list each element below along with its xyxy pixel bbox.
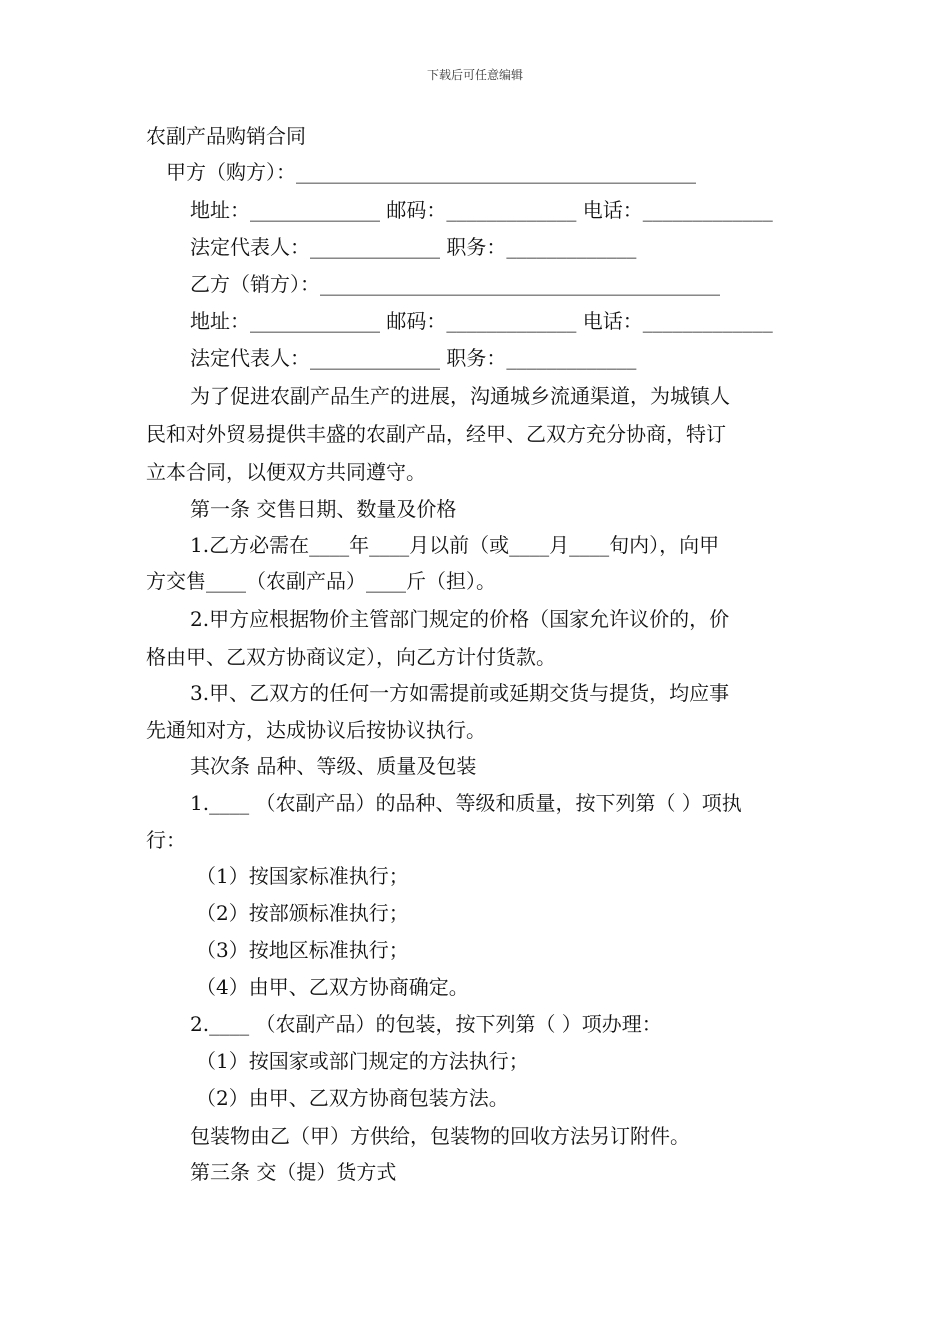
article-2-clause-2: 2.____ （农副产品）的包装，按下列第（ ）项办理： <box>190 1012 662 1036</box>
article-1-clause-3-line-2: 先通知对方，达成协议后按协议执行。 <box>146 718 486 742</box>
article-2-heading: 其次条 品种、等级、质量及包装 <box>190 754 477 778</box>
party-b-line: 乙方（销方）：________________________________________ <box>190 272 720 296</box>
article-2-option-1: （1）按国家标准执行； <box>196 864 409 888</box>
article-1-clause-2-line-2: 格由甲、乙双方协商议定），向乙方计付货款。 <box>146 645 556 669</box>
article-2-clause-1-line-2: 行： <box>146 828 186 852</box>
article-2-option-3: （3）按地区标准执行； <box>196 938 409 962</box>
article-1-clause-1-line-1: 1.乙方必需在____年____月以前（或____月____旬内），向甲 <box>190 533 720 557</box>
article-1-clause-2-line-1: 2.甲方应根据物价主管部门规定的价格（国家允许议价的，价 <box>190 607 730 631</box>
article-2-packing-note: 包装物由乙（甲）方供给，包装物的回收方法另订附件。 <box>190 1124 690 1148</box>
article-2-packing-option-1: （1）按国家或部门规定的方法执行； <box>196 1049 529 1073</box>
party-a-line: 甲方（购方）：________________________________________ <box>166 160 696 184</box>
article-2-option-4: （4）由甲、乙双方协商确定。 <box>196 975 469 999</box>
party-b-representative-line: 法定代表人：_____________ 职务：_____________ <box>190 346 637 370</box>
document-title: 农副产品购销合同 <box>146 124 306 148</box>
article-3-heading: 第三条 交（提）货方式 <box>190 1160 397 1184</box>
article-1-clause-1-line-2: 方交售____（农副产品）____斤（担）。 <box>146 569 496 593</box>
article-1-clause-3-line-1: 3.甲、乙双方的任何一方如需提前或延期交货与提货，均应事 <box>190 681 730 705</box>
page-header: 下载后可任意编辑 <box>426 68 523 82</box>
article-1-heading: 第一条 交售日期、数量及价格 <box>190 497 457 521</box>
party-a-representative-line: 法定代表人：_____________ 职务：_____________ <box>190 235 637 259</box>
preamble-line-3: 立本合同，以便双方共同遵守。 <box>146 460 426 484</box>
preamble-line-1: 为了促进农副产品生产的进展，沟通城乡流通渠道，为城镇人 <box>190 384 730 408</box>
article-2-clause-1-line-1: 1.____ （农副产品）的品种、等级和质量，按下列第（ ）项执 <box>190 791 742 815</box>
article-2-option-2: （2）按部颁标准执行； <box>196 901 409 925</box>
party-a-address-line: 地址：_____________ 邮码：_____________ 电话：_____________ <box>190 198 773 222</box>
party-b-address-line: 地址：_____________ 邮码：_____________ 电话：_____________ <box>190 309 773 333</box>
article-2-packing-option-2: （2）由甲、乙双方协商包装方法。 <box>196 1086 509 1110</box>
preamble-line-2: 民和对外贸易提供丰盛的农副产品，经甲、乙双方充分协商，特订 <box>146 422 726 446</box>
